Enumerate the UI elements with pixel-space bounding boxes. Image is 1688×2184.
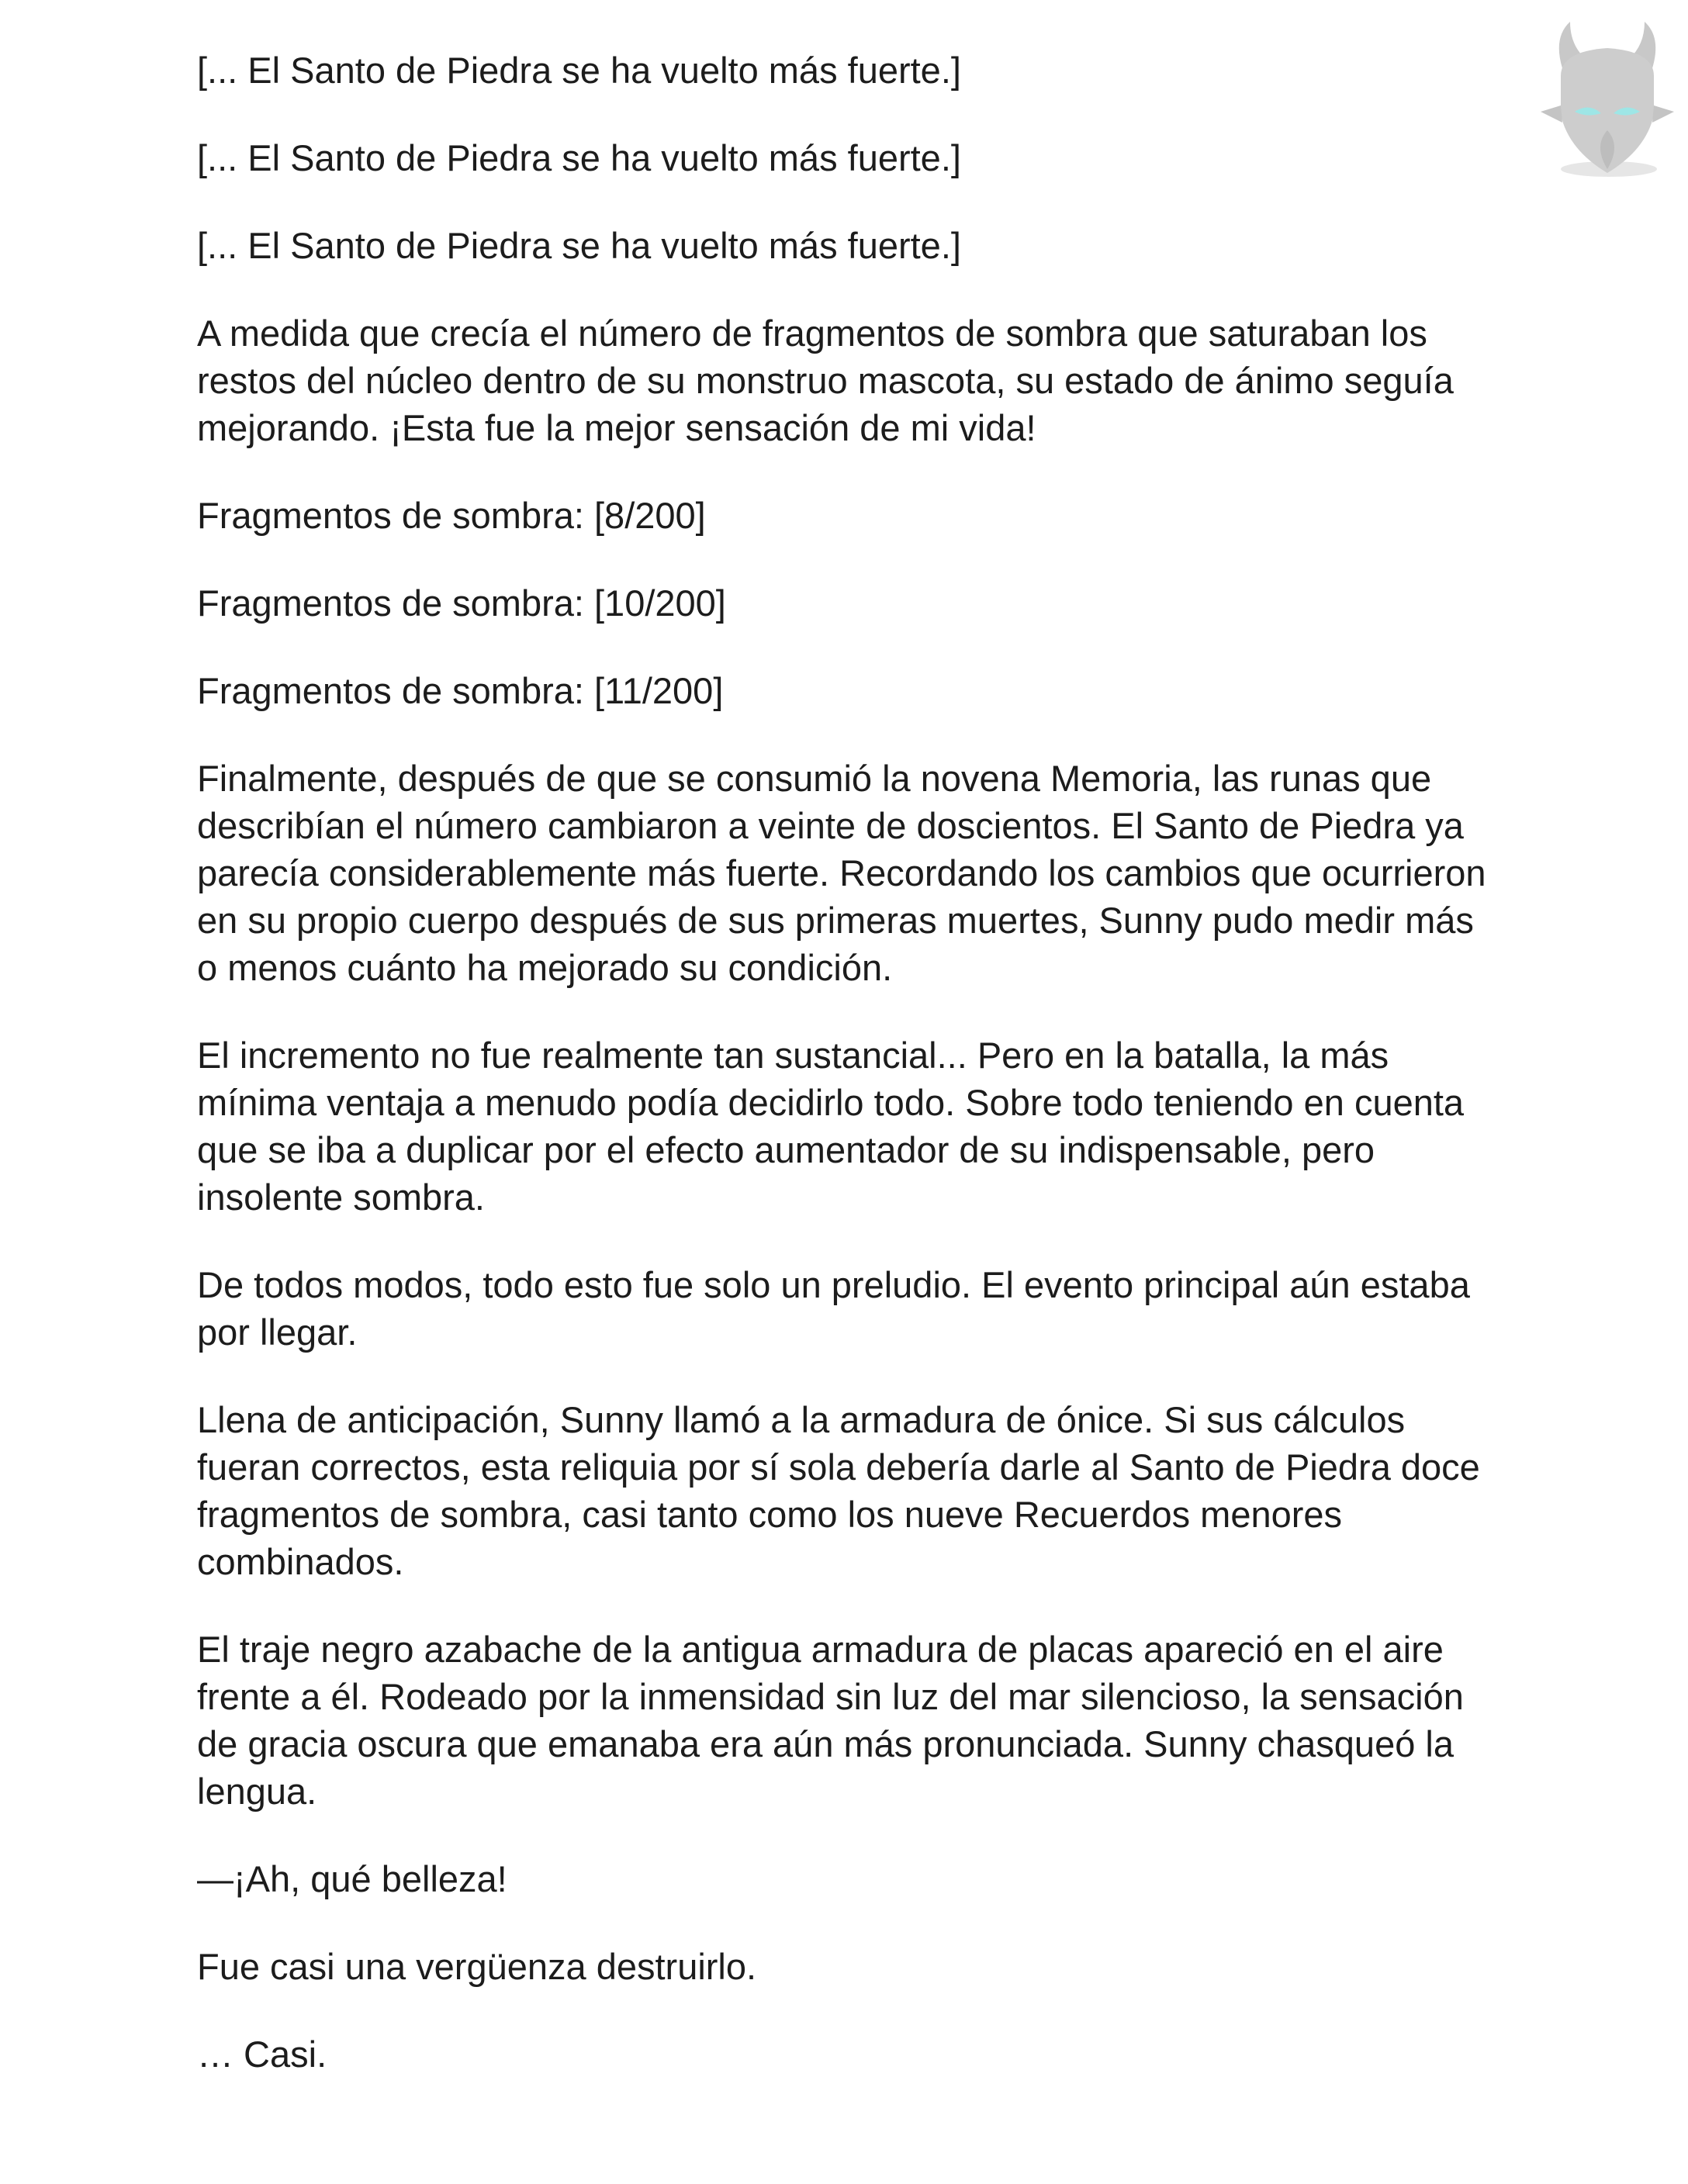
status-line: [... El Santo de Piedra se ha vuelto más fuerte.] (197, 137, 961, 178)
paragraph: Finalmente, después de que se consumió la novena Memoria, las runas que describían el número cambiaron a veinte de doscientos. El Santo de Piedra ya parecía considerablemente más fuerte. Recordando los cambios que ocurrieron en su propio cuerpo después de sus primeras muertes, Sunny pudo medir más o menos cuánto ha mejorado su condición. (197, 758, 1486, 988)
closing-line: … Casi. (197, 2034, 327, 2075)
shadow-fragments-line: Fragmentos de sombra: [10/200] (197, 582, 726, 624)
watermark-logo-icon (1530, 14, 1685, 192)
paragraph: El incremento no fue realmente tan sustancial... Pero en la batalla, la más mínima ventaja a menudo podía decidirlo todo. Sobre todo teniendo en cuenta que se iba a duplicar por el efecto aumentador de su indispensable, pero insolente sombra. (197, 1035, 1465, 1218)
paragraph: A medida que crecía el número de fragmentos de sombra que saturaban los restos del núcleo dentro de su monstruo mascota, su estado de ánimo seguía mejorando. ¡Esta fue la mejor sensación de mi vida! (197, 313, 1454, 448)
shadow-fragments-line: Fragmentos de sombra: [11/200] (197, 670, 724, 711)
dialogue-line: —¡Ah, qué belleza! (197, 1858, 507, 1899)
paragraph: De todos modos, todo esto fue solo un preludio. El evento principal aún estaba por llegar. (197, 1264, 1470, 1353)
status-line: [... El Santo de Piedra se ha vuelto más fuerte.] (197, 225, 961, 266)
document-body (197, 47, 1500, 2118)
demon-head-icon (1530, 14, 1685, 192)
paragraph: El traje negro azabache de la antigua armadura de placas apareció en el aire frente a él. Rodeado por la inmensidad sin luz del mar silencioso, la sensación de gracia oscura que emanaba era aún más pronunciada. Sunny chasqueó la lengua. (197, 1629, 1464, 1812)
status-line: [... El Santo de Piedra se ha vuelto más fuerte.] (197, 50, 961, 91)
shadow-fragments-line: Fragmentos de sombra: [8/200] (197, 495, 706, 536)
paragraph: Llena de anticipación, Sunny llamó a la armadura de ónice. Si sus cálculos fueran correctos, esta reliquia por sí sola debería darle al Santo de Piedra doce fragmentos de sombra, casi tanto como los nueve Recuerdos menores combinados. (197, 1399, 1480, 1582)
paragraph: Fue casi una vergüenza destruirlo. (197, 1946, 757, 1987)
